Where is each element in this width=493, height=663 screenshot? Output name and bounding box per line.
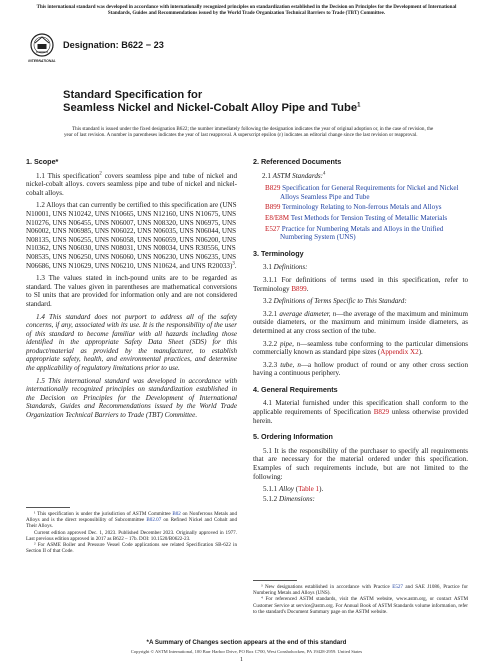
left-footnotes xyxy=(26,511,237,554)
para-3-1: 3.1 Definitions: xyxy=(263,263,308,272)
footnote-3: ³ New designations established in accordance with Practice E527 and SAE J1086, Practice for Numbering Metals and Alloys (UNS). xyxy=(253,584,468,597)
para-2-1: 2.1 ASTM Standards:$^4$ xyxy=(262,171,326,180)
ref-e527[interactable]: E527 Practice for Numbering Metals and Alloys in the Unified Numbering System (UNS) xyxy=(265,224,444,242)
ref-b829[interactable]: B829 Specification for General Requirements for Nickel and Nickel Alloys Seamless Pipe and Tube xyxy=(265,184,459,201)
para-4-1: 4.1 Material furnished under this specification shall conform to the applicable requirements of Specification B829 unless otherwise provided herein. xyxy=(253,399,468,425)
link-b899[interactable]: B899 xyxy=(291,284,307,293)
ref-e8-e8m[interactable]: E8/E8M Test Methods for Tension Testing of Metallic Materials xyxy=(265,213,448,222)
referenced-documents-heading: 2. Referenced Documents xyxy=(253,157,342,166)
para-3-2-3: 3.2.3 tube, n—a hollow product of round or any other cross section having a continuous periphery. xyxy=(253,360,468,378)
footnote-rule-right xyxy=(253,580,297,581)
summary-of-changes-note: *A Summary of Changes section appears at the end of this standard xyxy=(146,639,347,646)
footnote-link-b0207[interactable]: B02.07 xyxy=(146,517,162,524)
right-column xyxy=(253,158,468,507)
title-footnote-marker: 1 xyxy=(357,102,361,109)
header-note: This international standard was developed in accordance with internationally recognized principles on standardization established in the Decision on Principles for the Development of International Standards, Guides and Recommendations issued by the World Trade Organization Technical Barriers to Trade (TBT) Committee. xyxy=(36,5,457,17)
para-5-1-2: 5.1.2 Dimensions: xyxy=(263,494,315,503)
footnote-2: ² For ASME Boiler and Pressure Vessel Code applications see related Specification SB-622 in Section II of that Code. xyxy=(26,542,237,555)
footnote-1-edition: Current edition approved Dec. 1, 2023. Published December 2023. Originally approved in 1977. Last previous edition approved in 2017 as B622 – 17b. DOI: 10.1520/B0622-23. xyxy=(26,529,237,542)
para-5-1: 5.1 It is the responsibility of the purchaser to specify all requirements that are necessary for the material ordered under this specification. Examples of such requirements include, but are not limited to the following: xyxy=(253,446,468,481)
para-3-2-1: 3.2.1 average diameter, n—the average of the maximum and minimum outside diameters, or the maximum and minimum inside diameters, as determined at any cross section of the tube. xyxy=(253,309,468,335)
link-table-1[interactable]: Table 1 xyxy=(298,485,320,494)
link-b829[interactable]: B829 xyxy=(373,408,390,417)
copyright-line: Copyright © ASTM International, 100 Barr Harbor Drive, PO Box C700, West Conshohocken, PA 19428-2959. United States xyxy=(130,649,363,654)
designation: Designation: B622 − 23 xyxy=(63,40,164,50)
para-3-2: 3.2 Definitions of Terms Specific to This Standard: xyxy=(263,297,407,306)
para-5-1-1: 5.1.1 Alloy (Table 1). xyxy=(263,485,324,494)
link-appendix-x2[interactable]: Appendix X2 xyxy=(380,348,419,357)
footnote-1: ¹ This specification is under the jurisdiction of ASTM Committee B02 on Nonferrous Metals and Alloys and is the direct responsibility of Subcommittee B02.07 on Refined Nickel and Cobalt and Their Alloys. xyxy=(26,511,237,530)
scope-heading: 1. Scope* xyxy=(26,157,59,166)
para-1-2: 1.2 Alloys that can currently be certified to this specification are (UNS N10001, UNS N10242, UNS N10665, UNS N12160, UNS N10675, UNS N10276, UNS N06455, UNS N06007, UNS N08320, UNS N06975, UNS N06002, UNS N06985, UNS N06022, UNS N06035, UNS N06044, UNS N08135, UNS N06255, UNS N06058, UNS N06059, UNS N06200, UNS N10362, UNS N06030, UNS N08031, UNS N08034, UNS R30556, UNS N08535, UNS N06250, UNS N06060, UNS N06230, UNS N06235, UNS N06686, UNS N10629, UNS N06210, UNS N10624, and UNS R20033)$^3$. xyxy=(26,201,237,270)
ref-b899[interactable]: B899 Terminology Relating to Non-ferrous Metals and Alloys xyxy=(265,203,442,212)
right-footnotes xyxy=(253,584,468,615)
footnote-link-e527[interactable]: E527 xyxy=(392,584,403,590)
para-1-4: 1.4 This standard does not purport to address all of the safety concerns, if any, associated with its use. It is the responsibility of the user of this standard to become familiar with all hazards including those identified in the appropriate Safety Data Sheet (SDS) for this product/material as provided by the manufacturer, to establish appropriate safety, health, and environmental practices, and determine the applicability of regulatory limitations prior to use. xyxy=(26,312,237,373)
footnote-4: ⁴ For referenced ASTM standards, visit the ASTM website, www.astm.org, or contact ASTM Customer Service at service@astm.org. For Annual Book of ASTM Standards volume information, refer to the standard's Document Summary page on the ASTM website. xyxy=(253,596,468,615)
para-1-1: 1.1 This specification$^2$ covers seamless pipe and tube of nickel and nickel-cobalt alloys. covers seamless pipe and tube of nickel and nickel-cobalt alloys. xyxy=(26,171,237,197)
footnote-link-b02[interactable]: B02 xyxy=(172,511,181,517)
para-1-3: 1.3 The values stated in inch-pound units are to be regarded as standard. The values given in parentheses are mathematical conversions to SI units that are provided for information only and are not considered standard. xyxy=(26,274,237,308)
ordering-information-heading: 5. Ordering Information xyxy=(253,432,333,442)
title-line-1: Standard Specification for xyxy=(63,89,203,101)
general-requirements-heading: 4. General Requirements xyxy=(253,384,338,394)
para-3-1-1: 3.1.1 For definitions of terms used in this specification, refer to Terminology B899. xyxy=(253,275,468,293)
standard-note: This standard is issued under the fixed designation B622; the number immediately following the designation indicates the year of original adoption or, in the case of revision, the year of last revision. A number in parentheses indicates the year of last reapproval. A superscript epsilon (ε) indicates an editorial change since the last revision or reapproval. xyxy=(64,126,434,139)
left-column xyxy=(26,158,237,424)
document-title xyxy=(63,89,443,115)
footnote-rule-left xyxy=(26,507,70,508)
page-number: 1 xyxy=(240,657,243,663)
para-1-5: 1.5 This international standard was developed in accordance with internationally recognized principles on standardization established in the Decision on Principles for the Development of International Standards, Guides and Recommendations issued by the World Trade Organization Technical Barriers to Trade (TBT) Committee. xyxy=(26,376,237,420)
para-3-2-2: 3.2.2 pipe, n—seamless tube conforming to the particular dimensions commercially known as standard pipe sizes (Appendix X2). xyxy=(253,339,468,357)
title-line-2: Seamless Nickel and Nickel-Cobalt Alloy Pipe and Tube$^1$ xyxy=(63,102,361,114)
terminology-heading: 3. Terminology xyxy=(253,248,304,258)
logo-caption: INTERNATIONAL xyxy=(28,59,56,63)
